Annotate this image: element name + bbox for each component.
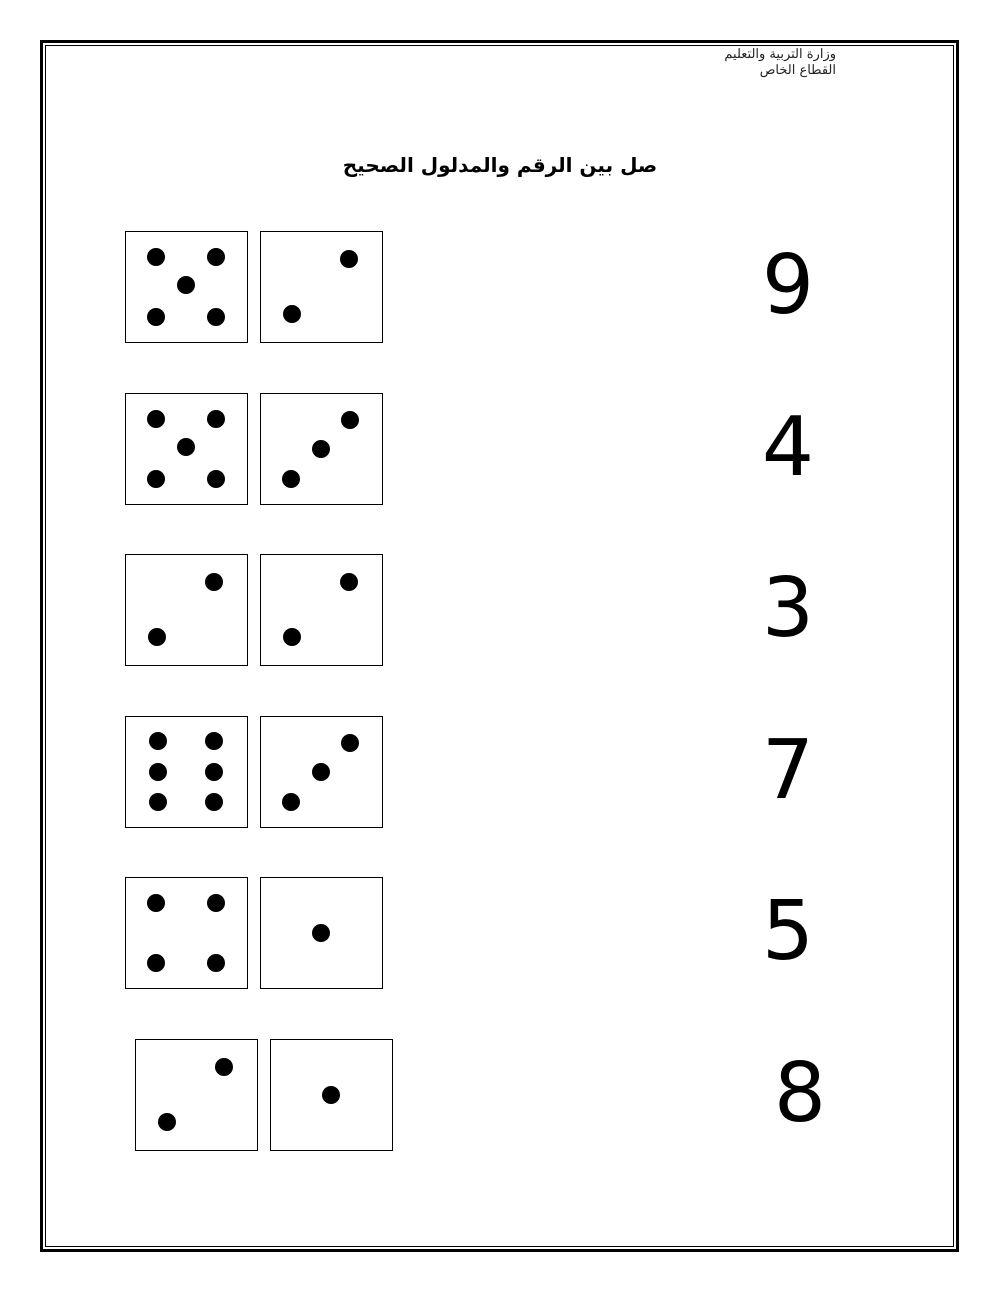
die-dot [207, 308, 225, 326]
die-face [260, 231, 383, 343]
header-ministry: وزارة التربية والتعليم [724, 47, 836, 62]
die-face [270, 1039, 393, 1151]
die-dot [205, 732, 223, 750]
die-dot [341, 734, 359, 752]
die-dot [177, 276, 195, 294]
die-dot [282, 470, 300, 488]
die-dot [149, 793, 167, 811]
die-face [260, 554, 383, 666]
die-face [125, 716, 248, 828]
die-dot [149, 732, 167, 750]
die-dot [215, 1058, 233, 1076]
die-dot [312, 440, 330, 458]
die-dot [340, 250, 358, 268]
header-sector: القطاع الخاص [759, 63, 836, 78]
die-dot [147, 894, 165, 912]
die-dot [283, 305, 301, 323]
die-dot [322, 1086, 340, 1104]
die-face [125, 554, 248, 666]
die-dot [147, 248, 165, 266]
die-dot [207, 410, 225, 428]
school-header [724, 47, 836, 79]
die-dot [205, 793, 223, 811]
worksheet-title: صل بين الرقم والمدلول الصحيح [342, 153, 658, 177]
die-face [125, 877, 248, 989]
number-label: 7 [761, 723, 815, 818]
die-dot [147, 410, 165, 428]
die-dot [282, 793, 300, 811]
number-label: 3 [761, 561, 815, 656]
die-dot [158, 1113, 176, 1131]
die-dot [207, 954, 225, 972]
die-dot [207, 894, 225, 912]
die-dot [147, 308, 165, 326]
die-dot [207, 470, 225, 488]
die-face [260, 877, 383, 989]
die-dot [148, 628, 166, 646]
die-dot [207, 248, 225, 266]
die-face [260, 393, 383, 505]
die-dot [205, 573, 223, 591]
die-dot [312, 763, 330, 781]
die-dot [312, 924, 330, 942]
die-dot [341, 411, 359, 429]
die-dot [205, 763, 223, 781]
number-label: 9 [761, 238, 815, 333]
die-face [260, 716, 383, 828]
die-dot [177, 438, 195, 456]
number-label: 4 [761, 400, 815, 495]
number-label: 5 [761, 884, 815, 979]
die-face [135, 1039, 258, 1151]
die-dot [149, 763, 167, 781]
die-dot [340, 573, 358, 591]
die-face [125, 393, 248, 505]
die-face [125, 231, 248, 343]
number-label: 8 [773, 1046, 827, 1141]
die-dot [147, 470, 165, 488]
die-dot [147, 954, 165, 972]
die-dot [283, 628, 301, 646]
